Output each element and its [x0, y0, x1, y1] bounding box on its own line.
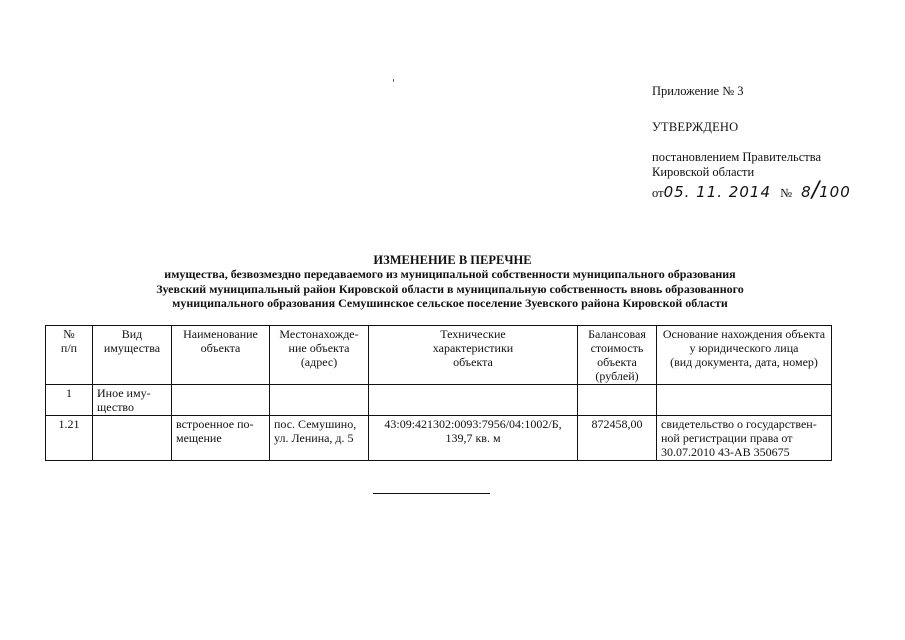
col-cost-line: Балансовая — [588, 327, 646, 341]
col-address-line: (адрес) — [300, 355, 338, 369]
col-basis-line: Основание нахождения объекта — [662, 327, 826, 341]
col-tech-line: Технические — [440, 327, 506, 341]
subtitle-line-3: муниципального образования Семушинское сельское поселение Зуевского района Кировской области — [172, 296, 728, 310]
col-type-line: имущества — [103, 341, 161, 355]
handwritten-slash: / — [811, 178, 820, 203]
cell-cost — [578, 385, 657, 416]
resolution-line-2: Кировской области — [652, 165, 755, 179]
stray-mark — [393, 79, 394, 82]
cell-number: 1.21 — [46, 416, 93, 461]
handwritten-number-a: 8 — [801, 183, 812, 201]
col-basis-line: у юридического лица — [689, 341, 799, 355]
col-object-name — [172, 326, 270, 385]
property-table — [45, 325, 832, 461]
col-cost-line: стоимость — [590, 341, 644, 355]
date-prefix: от — [652, 186, 664, 200]
cell-tech-line: 43:09:421302:0093:7956/04:1002/Б, — [384, 417, 562, 431]
cell-cost: 872458,00 — [578, 416, 657, 461]
cell-number: 1 — [46, 385, 93, 416]
col-basis-line: (вид документа, дата, номер) — [670, 355, 818, 369]
cell-name-line: мещение — [176, 431, 222, 445]
cell-address-line: пос. Семушино, — [274, 417, 357, 431]
cell-name-line: встроенное по- — [176, 417, 254, 431]
cell-type — [93, 385, 172, 416]
cell-basis — [657, 416, 832, 461]
col-name-line: Наименование — [183, 327, 258, 341]
appendix-label: Приложение № 3 — [652, 84, 744, 98]
cell-basis-line: свидетельство о государствен- — [661, 417, 817, 431]
cell-basis-line: ной регистрации права от — [661, 431, 793, 445]
cell-address — [270, 385, 369, 416]
resolution-reference — [652, 150, 821, 180]
col-number-line: п/п — [60, 341, 78, 355]
col-name-line: объекта — [200, 341, 241, 355]
col-tech-line: объекта — [453, 355, 493, 369]
document-title: ИЗМЕНЕНИЕ В ПЕРЕЧНЕ — [373, 253, 532, 267]
col-address-line: Местонахожде- — [279, 327, 359, 341]
col-number — [46, 326, 93, 385]
col-basis — [657, 326, 832, 385]
col-address — [270, 326, 369, 385]
col-type-line: Вид — [121, 327, 143, 341]
cell-basis-line: 30.07.2010 43-АВ 350675 — [661, 445, 790, 459]
cell-technical — [369, 385, 578, 416]
col-cost-line: (рублей) — [595, 369, 639, 383]
document-subtitle — [100, 267, 800, 311]
subtitle-line-2: Зуевский муниципальный район Кировской области в муниципальную собственность вновь образованного — [156, 281, 744, 296]
date-number-line — [652, 178, 851, 203]
col-technical — [369, 326, 578, 385]
cell-technical — [369, 416, 578, 461]
subtitle-line-1: имущества, безвозмездно передаваемого из муниципальной собственности муниципального образования — [164, 267, 736, 281]
cell-type — [93, 416, 172, 461]
cell-basis — [657, 385, 832, 416]
table-row — [46, 385, 832, 416]
table-header-row — [46, 326, 832, 385]
col-cost-line: объекта — [597, 355, 637, 369]
cell-name — [172, 385, 270, 416]
end-divider-line — [373, 493, 490, 494]
cell-type-line: Иное иму- — [97, 386, 151, 400]
cell-name — [172, 416, 270, 461]
cell-tech-line: 139,7 кв. м — [445, 431, 501, 445]
cell-type-line: щество — [97, 400, 135, 414]
col-property-type — [93, 326, 172, 385]
approved-stamp: УТВЕРЖДЕНО — [652, 120, 739, 134]
handwritten-date: 05. 11. 2014 — [663, 183, 771, 201]
cell-address-line: ул. Ленина, д. 5 — [274, 431, 354, 445]
table-row — [46, 416, 832, 461]
col-tech-line: характеристики — [432, 341, 514, 355]
resolution-line-1: постановлением Правительства — [652, 150, 822, 164]
col-address-line: ние объекта — [288, 341, 350, 355]
cell-address — [270, 416, 369, 461]
col-balance-cost — [578, 326, 657, 385]
number-label: № — [780, 186, 793, 200]
col-number-line: № — [63, 327, 75, 341]
handwritten-number-b: 100 — [819, 183, 851, 201]
